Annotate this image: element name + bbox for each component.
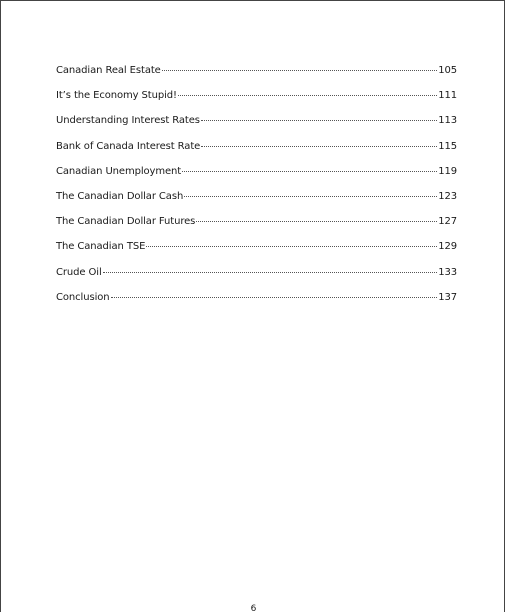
toc-entry[interactable] xyxy=(56,113,457,138)
toc-entry-title: Bank of Canada Interest Rate xyxy=(56,140,201,152)
toc-entry-title: Understanding Interest Rates xyxy=(56,115,200,127)
toc-dot-leader xyxy=(196,221,437,222)
toc-dot-leader xyxy=(182,171,437,172)
toc-entry-page: 105 xyxy=(438,65,457,76)
toc-dot-leader xyxy=(146,246,437,247)
toc-dot-leader xyxy=(111,297,438,298)
toc-entry[interactable] xyxy=(56,88,457,113)
toc-entry-title: Canadian Real Estate xyxy=(56,65,161,76)
toc-entry-page: 129 xyxy=(438,241,457,253)
toc-entry-title: The Canadian Dollar Futures xyxy=(56,216,196,228)
toc-dot-leader xyxy=(184,196,437,197)
toc-dot-leader xyxy=(201,120,437,121)
toc-entry-page: 133 xyxy=(438,266,457,278)
toc-entry[interactable] xyxy=(56,290,457,315)
toc-entry[interactable] xyxy=(56,63,457,88)
toc-entry[interactable] xyxy=(56,139,457,164)
toc-dot-leader xyxy=(162,70,437,71)
toc-dot-leader xyxy=(201,146,437,147)
toc-entry-title: The Canadian TSE xyxy=(56,241,146,253)
toc-entry-page: 111 xyxy=(438,90,457,102)
toc-entry-title: Crude Oil xyxy=(56,266,102,278)
toc-entry-title: Canadian Unemployment xyxy=(56,165,182,177)
toc-entry[interactable] xyxy=(56,265,457,290)
toc-entry-page: 113 xyxy=(438,115,457,127)
toc-entry-page: 127 xyxy=(438,216,457,228)
toc-entry-title: The Canadian Dollar Cash xyxy=(56,190,184,202)
toc-dot-leader xyxy=(178,95,437,96)
toc-entry[interactable] xyxy=(56,189,457,214)
toc-entry-title: Conclusion xyxy=(56,291,110,303)
toc-entry-page: 115 xyxy=(438,140,457,152)
toc-entry[interactable] xyxy=(56,214,457,239)
toc-dot-leader xyxy=(103,272,438,273)
toc-entry-page: 137 xyxy=(438,291,457,303)
page-number: 6 xyxy=(250,604,257,612)
toc-entry-title: It’s the Economy Stupid! xyxy=(56,90,177,102)
table-of-contents xyxy=(56,63,457,315)
toc-entry-page: 123 xyxy=(438,190,457,202)
toc-entry-page: 119 xyxy=(438,165,457,177)
toc-entry[interactable] xyxy=(56,239,457,264)
toc-entry[interactable] xyxy=(56,164,457,189)
